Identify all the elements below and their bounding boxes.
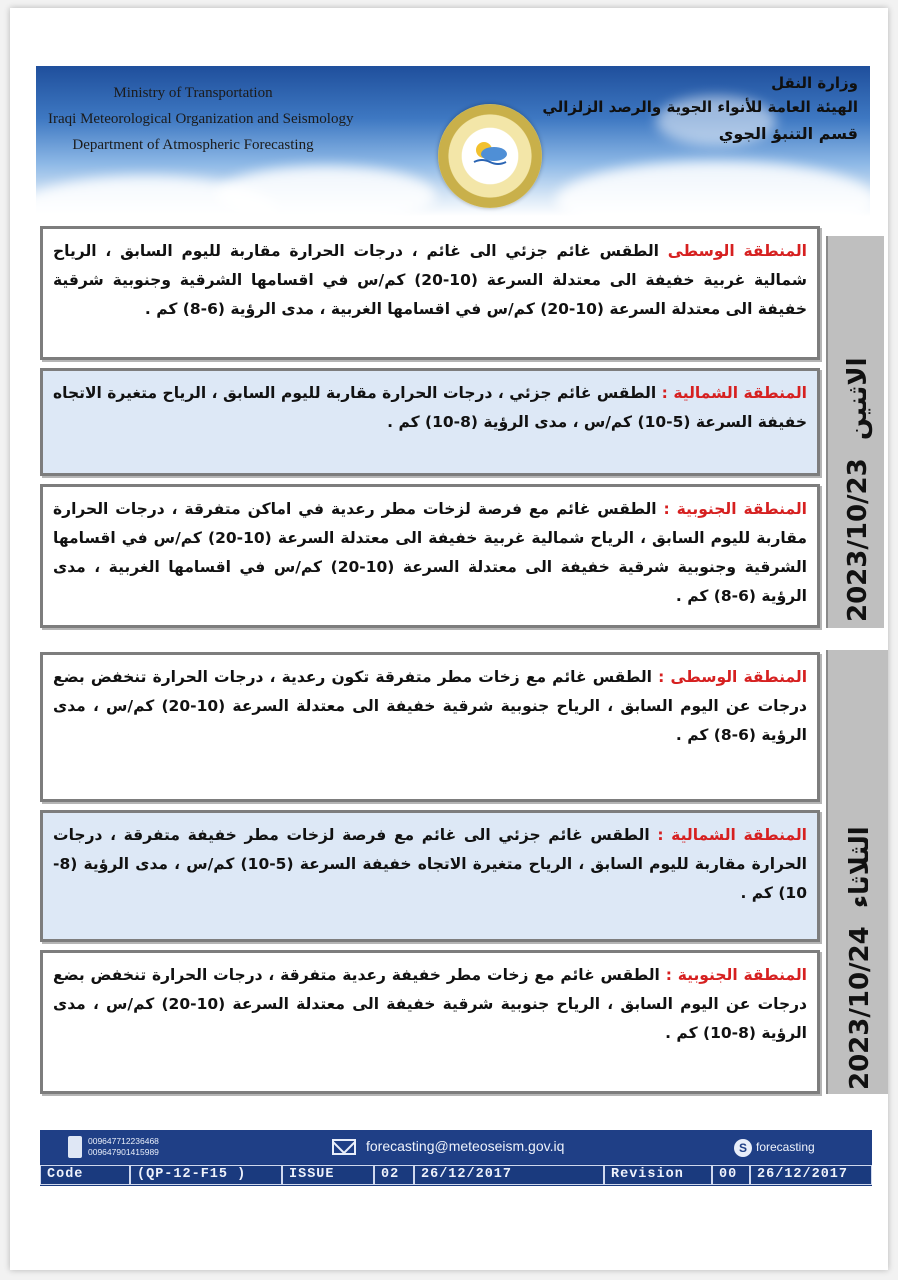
- organization-logo-icon: [438, 104, 542, 208]
- issue-label: ISSUE: [282, 1165, 374, 1185]
- forecast-day1-south: [40, 484, 820, 628]
- department-name-en: Department of Atmospheric Forecasting: [72, 137, 314, 153]
- forecast-day1-north: [40, 368, 820, 476]
- date-bar-day2: [826, 650, 888, 1094]
- skype-handle: forecasting: [756, 1140, 815, 1154]
- code-value: (QP-12-F15 ): [130, 1165, 282, 1185]
- english-header: [48, 80, 354, 158]
- forecast-text: الطقس غائم مع فرصة لزخات مطر رعدية في اماكن متفرقة ، درجات الحرارة مقاربة لليوم السابق ، الرياح شمالية غربية خفيفة الى معتدلة السرعة (10-20) كم/س في اقسامها الشرقية وجنوبية شرقية خفيفة الى معتدلة السرعة (10-20) كم/س في اقسامها الغربية ، مدى الرؤية (6-8) كم .: [53, 500, 807, 605]
- forecast-day1-central: [40, 226, 820, 360]
- ministry-name-en: Ministry of Transportation: [113, 85, 273, 101]
- email-icon: [332, 1139, 356, 1155]
- revision-date: 26/12/2017: [750, 1165, 872, 1185]
- revision-number: 00: [712, 1165, 750, 1185]
- forecast-day2-south: [40, 950, 820, 1094]
- header-banner: [36, 66, 870, 216]
- date-day1: 2023/10/23: [843, 458, 873, 622]
- forecast-text: الطقس غائم جزئي ، درجات الحرارة مقاربة لليوم السابق ، الرياح متغيرة الاتجاه خفيفة السرعة (5-10) كم/س ، مدى الرؤية (8-10) كم .: [53, 384, 807, 431]
- region-name: المنطقة الوسطى: [667, 242, 807, 260]
- department-name-ar: قسم التنبؤ الجوي: [718, 124, 858, 143]
- revision-label: Revision: [604, 1165, 712, 1185]
- phone-numbers: [88, 1136, 159, 1158]
- ministry-name-ar: وزارة النقل: [771, 74, 858, 92]
- weekday-day1: الاثنين: [843, 357, 873, 441]
- arabic-header: [542, 74, 858, 143]
- weekday-day2: الثلاثاء: [845, 826, 875, 909]
- region-name: المنطقة الشمالية :: [657, 826, 807, 844]
- region-name: المنطقة الشمالية :: [661, 384, 807, 402]
- phone-icon: [68, 1136, 82, 1158]
- date-label-day1: [838, 242, 878, 622]
- issue-number: 02: [374, 1165, 414, 1185]
- issue-date: 26/12/2017: [414, 1165, 604, 1185]
- forecast-day2-north: [40, 810, 820, 942]
- footer: [40, 1130, 872, 1186]
- forecast-text: الطقس غائم جزئي الى غائم ، درجات الحرارة مقاربة لليوم السابق ، الرياح شمالية غربية خفيفة الى معتدلة السرعة (10-20) كم/س في اقسامها الشرقية وجنوبية شرقية خفيفة الى معتدلة السرعة (10-20) كم/س في اقسامها الغربية ، مدى الرؤية (6-8) كم .: [53, 242, 807, 318]
- footer-contacts: [40, 1130, 872, 1164]
- forecast-text: الطقس غائم مع زخات مطر خفيفة رعدية متفرقة ، درجات الحرارة تنخفض بضع درجات عن اليوم السابق ، الرياح جنوبية شرقية خفيفة الى معتدلة السرعة (10-20) كم/س ، مدى الرؤية (8-10) كم .: [53, 966, 808, 1042]
- phone-number-1: 009647712236468: [88, 1136, 159, 1146]
- organization-name-ar: الهيئة العامة للأنواء الجوية والرصد الزلزالي: [542, 98, 858, 116]
- region-name: المنطقة الجنوبية :: [665, 966, 807, 984]
- date-label-day2: [840, 730, 880, 1090]
- email-address[interactable]: forecasting@meteoseism.gov.iq: [366, 1138, 565, 1154]
- region-name: المنطقة الوسطى :: [658, 668, 808, 686]
- forecast-text: الطقس غائم مع زخات مطر متفرقة تكون رعدية ، درجات الحرارة تنخفض بضع درجات عن اليوم السابق ، الرياح جنوبية شرقية خفيفة الى معتدلة السرعة (10-20) كم/س ، مدى الرؤية (6-8) كم .: [53, 668, 808, 744]
- code-label: Code: [40, 1165, 130, 1185]
- forecast-text: الطقس غائم جزئي الى غائم مع فرصة لزخات مطر خفيفة متفرقة ، درجات الحرارة مقاربة لليوم السابق ، الرياح متغيرة الاتجاه خفيفة السرعة (5-10) كم/س ، مدى الرؤية (8-10) كم .: [53, 826, 807, 902]
- region-name: المنطقة الجنوبية :: [663, 500, 807, 518]
- organization-name-en: Iraqi Meteorological Organization and Seismology: [48, 111, 354, 127]
- document-code-bar: [40, 1164, 872, 1186]
- skype-icon: S: [734, 1139, 752, 1157]
- date-day2: 2023/10/24: [845, 926, 875, 1090]
- phone-number-2: 009647901415989: [88, 1147, 159, 1157]
- date-bar-day1: [826, 236, 884, 628]
- forecast-day2-central: [40, 652, 820, 802]
